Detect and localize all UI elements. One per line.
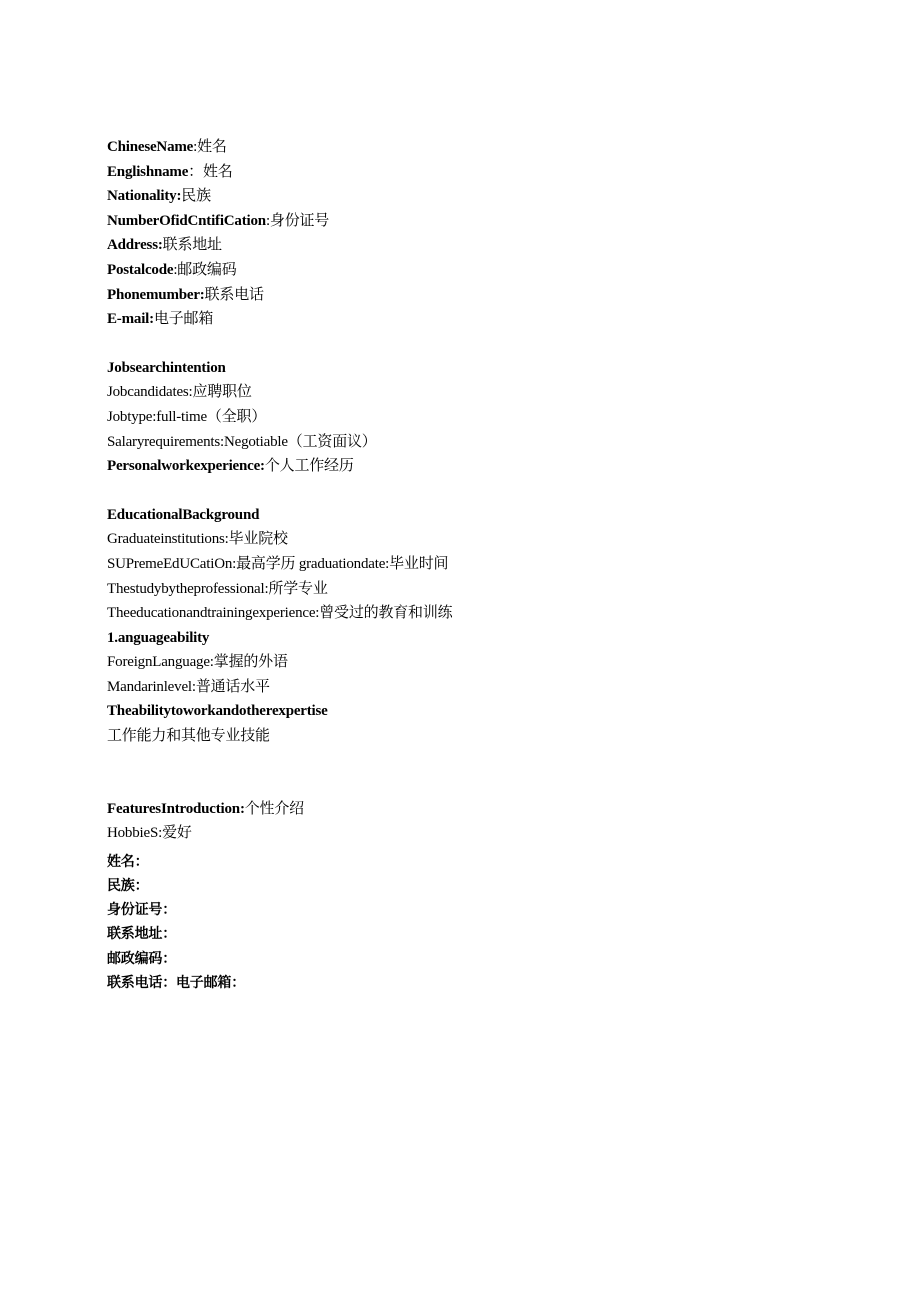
id-number-label: NumberOfidCntifiCation [107, 212, 266, 229]
features-intro-row [107, 797, 807, 822]
work-experience-row [107, 454, 807, 479]
cn-nationality-field: 民族： [107, 878, 149, 895]
id-number-row [107, 209, 807, 234]
features-intro-value: 个性介绍 [244, 800, 304, 817]
english-name-sep: ： [188, 163, 203, 180]
hobbies-row: HobbieS:爱好 [107, 825, 192, 842]
job-candidates-row: Jobcandidates:应聘职位 [107, 384, 252, 401]
job-type-row: Jobtype:full-time（全职） [107, 408, 267, 425]
email-value: 电子邮箱 [153, 311, 214, 328]
address-label: Address: [107, 237, 163, 254]
nationality-label: Nationality: [107, 188, 182, 205]
id-number-sep: : [265, 212, 270, 229]
section-spacer [107, 332, 807, 356]
work-experience-label: Personalworkexperience: [107, 458, 265, 475]
foreign-language-row: ForeignLanguage:掌握的外语 [107, 654, 288, 671]
chinese-name-label: ChineseName [107, 139, 194, 155]
postal-code-value: 邮政编码 [177, 261, 237, 278]
id-number-value: 身份证号 [269, 212, 330, 229]
resume-document [107, 135, 807, 995]
english-name-label: Englishname [107, 163, 189, 180]
phone-label: Phonemumber: [107, 286, 205, 303]
email-row [107, 307, 807, 332]
ability-text: 工作能力和其他专业技能 [107, 728, 270, 745]
nationality-row [107, 184, 807, 209]
english-name-value: 姓名 [202, 163, 233, 180]
address-value: 联系地址 [162, 237, 222, 254]
training-row: Theeducationandtrainingexperience:曾受过的教育和训练 [107, 605, 453, 622]
ability-heading: Theabilitytoworkandotherexpertise [107, 703, 328, 720]
supreme-education-row: SUPremeEdUCatiOn:最高学历 graduationdate:毕业时间 [107, 555, 449, 572]
job-intention-heading: Jobsearchintention [107, 359, 226, 376]
address-row [107, 233, 807, 258]
section-spacer [107, 479, 807, 503]
section-spacer [107, 749, 807, 797]
english-name-row [107, 160, 807, 185]
chinese-name-value: 姓名 [197, 139, 227, 155]
education-heading: EducationalBackground [107, 506, 260, 523]
chinese-name-sep: : [193, 139, 198, 155]
cn-phone-email-field: 联系电话：电子邮箱： [107, 974, 245, 991]
features-intro-label: FeaturesIntroduction: [107, 800, 245, 817]
nationality-value: 民族 [181, 188, 211, 205]
cn-id-field: 身份证号： [107, 902, 176, 919]
phone-row [107, 283, 807, 308]
language-heading: 1.anguageability [107, 629, 210, 646]
chinese-name-row [107, 135, 807, 160]
cn-postal-field: 邮政编码： [107, 950, 176, 967]
cn-address-field: 联系地址： [107, 926, 176, 943]
phone-value: 联系电话 [204, 286, 264, 303]
postal-code-sep: : [173, 261, 178, 278]
email-label: E-mail: [107, 311, 154, 328]
institutions-row: Graduateinstitutions:毕业院校 [107, 531, 288, 548]
mandarin-row: Mandarinlevel:普通话水平 [107, 678, 270, 695]
postal-code-label: Postalcode [107, 261, 174, 278]
work-experience-value: 个人工作经历 [264, 458, 354, 475]
postal-code-row [107, 258, 807, 283]
cn-name-field: 姓名： [107, 853, 149, 870]
professional-row: Thestudybytheprofessional:所学专业 [107, 580, 328, 597]
salary-row: Salaryrequirements:Negotiable（工资面议） [107, 433, 377, 450]
